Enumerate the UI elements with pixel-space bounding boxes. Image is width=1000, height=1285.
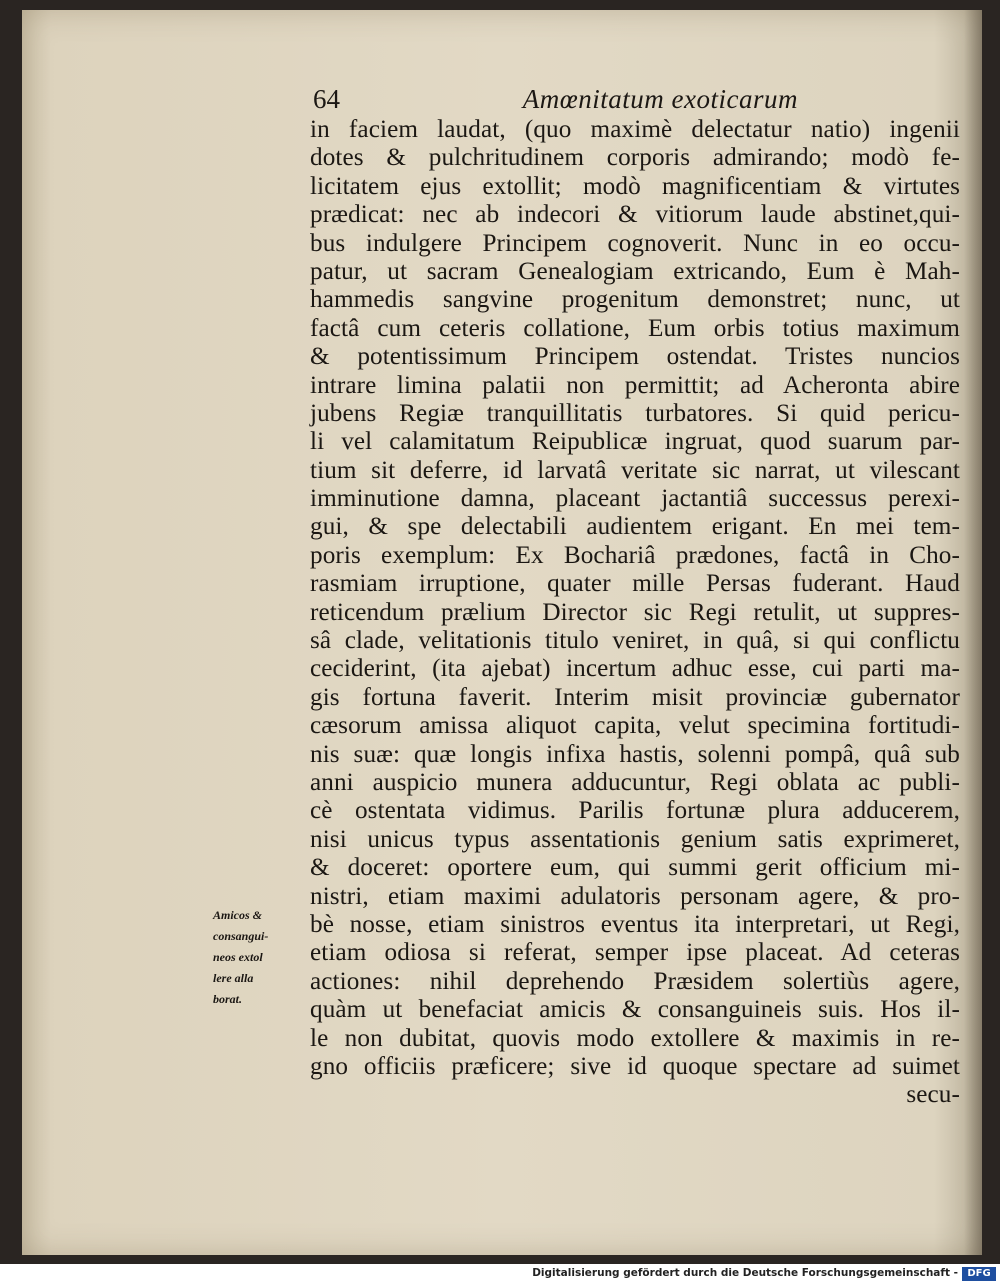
text-line: tium sit deferre, id larvatâ veritate sic narrat, ut vilescant xyxy=(310,456,960,484)
text-line: intrare limina palatii non permittit; ad Acheronta abire xyxy=(310,371,960,399)
text-line: jubens Regiæ tranquillitatis turbatores. Si quid pericu- xyxy=(310,399,960,427)
text-line: ceciderint, (ita ajebat) incertum adhuc esse, cui parti ma- xyxy=(310,655,960,683)
text-line: anni auspicio munera adducuntur, Regi oblata ac publi- xyxy=(310,768,960,796)
text-line: imminutione damna, placeant jactantiâ successus perexi- xyxy=(310,485,960,513)
body-text xyxy=(310,116,960,1110)
text-line: dotes & pulchritudinem corporis admirando; modò fe- xyxy=(310,144,960,172)
funding-credit: Digitalisierung gefördert durch die Deutsche Forschungsgemeinschaft - xyxy=(532,1267,958,1279)
text-line: nisi unicus typus assentationis genium satis exprimeret, xyxy=(310,825,960,853)
marginal-note-line: lere alla xyxy=(213,971,254,985)
text-line: nis suæ: quæ longis infixa hastis, solenni pompâ, quâ sub xyxy=(310,740,960,768)
marginal-note xyxy=(213,905,291,1010)
text-line: quàm ut benefaciat amicis & consanguineis suis. Hos il- xyxy=(310,996,960,1024)
text-line: etiam odiosa si referat, semper ipse placeat. Ad ceteras xyxy=(310,939,960,967)
page-header xyxy=(313,80,963,120)
text-line: patur, ut sacram Genealogiam extricando, Eum è Mah- xyxy=(310,257,960,285)
text-line: in faciem laudat, (quo maximè delectatur natio) ingenii xyxy=(310,116,960,143)
text-line: nistri, etiam maximi adulatoris personam agere, & pro- xyxy=(310,882,960,910)
text-line: hammedis sangvine progenitum demonstret; nunc, ut xyxy=(310,286,960,314)
text-line: bus indulgere Principem cognoverit. Nunc in eo occu- xyxy=(310,229,960,257)
dfg-logo: DFG xyxy=(962,1267,996,1281)
text-line: cæsorum amissa aliquot capita, velut specimina fortitudi- xyxy=(310,712,960,740)
marginal-note-line: Amicos & xyxy=(213,908,263,922)
text-line: gui, & spe delectabili audientem erigant. En mei tem- xyxy=(310,513,960,541)
marginal-note-line: neos extol xyxy=(213,950,263,964)
text-line: li vel calamitatum Reipublicæ ingruat, quod suarum par- xyxy=(310,428,960,456)
text-line: gis fortuna faverit. Interim misit provinciæ gubernator xyxy=(310,683,960,711)
text-line: prædicat: nec ab indecori & vitiorum laude abstinet,qui- xyxy=(310,201,960,229)
footer-bar xyxy=(0,1264,1000,1285)
marginal-note-line: consangui- xyxy=(213,929,269,943)
text-line: bè nosse, etiam sinistros eventus ita interpretari, ut Regi, xyxy=(310,910,960,938)
text-line: secu- xyxy=(906,1081,960,1109)
running-head: Amœnitatum exoticarum xyxy=(522,84,798,114)
text-line: sâ clade, velitationis titulo veniret, in quâ, si qui conflictu xyxy=(310,627,960,655)
text-line: reticendum prælium Director sic Regi retulit, ut suppres- xyxy=(310,598,960,626)
text-line: licitatem ejus extollit; modò magnificentiam & virtutes xyxy=(310,172,960,200)
text-line: gno officiis præficere; sive id quoque spectare ad suimet xyxy=(310,1052,960,1080)
text-line: factâ cum ceteris collatione, Eum orbis totius maximum xyxy=(310,314,960,342)
text-line: cè ostentata vidimus. Parilis fortunæ plura adducerem, xyxy=(310,797,960,825)
text-line: rasmiam irruptione, quater mille Persas fuderant. Haud xyxy=(310,570,960,598)
text-line: le non dubitat, quovis modo extollere & maximis in re- xyxy=(310,1024,960,1052)
marginal-note-line: borat. xyxy=(213,992,243,1006)
text-line: & potentissimum Principem ostendat. Tristes nuncios xyxy=(310,343,960,371)
page-number: 64 xyxy=(313,84,340,114)
text-line: poris exemplum: Ex Bochariâ prædones, factâ in Cho- xyxy=(310,541,960,569)
page-edge-shadow xyxy=(964,10,982,1255)
text-line: actiones: nihil deprehendo Præsidem solertiùs agere, xyxy=(310,967,960,995)
text-line: & doceret: oportere eum, qui summi gerit officium mi- xyxy=(310,854,960,882)
